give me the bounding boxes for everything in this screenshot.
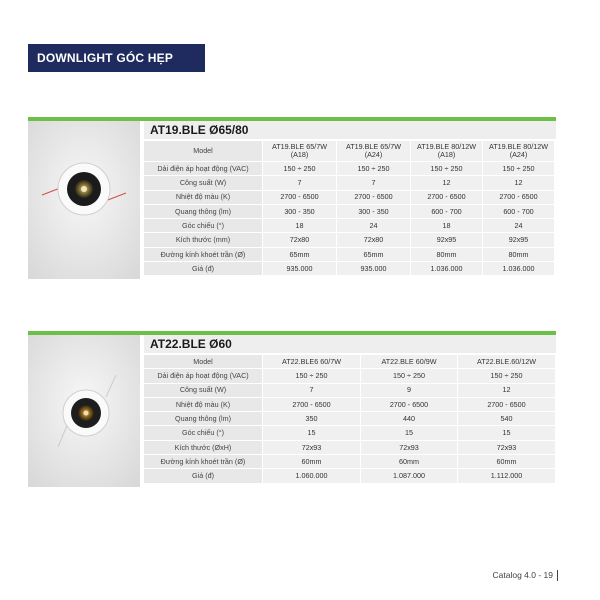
spec-value: AT22.BLE.60/12W [458,355,555,368]
spec-label: Dải điện áp hoạt động (VAC) [144,162,262,175]
spec-value: 24 [483,219,554,232]
spec-value: 150 ÷ 250 [263,369,360,382]
spec-value: 150 ÷ 250 [361,369,457,382]
spec-value: 2700 - 6500 [483,191,554,204]
spec-value: 9 [361,384,457,397]
spec-value: 540 [458,412,555,425]
spec-row [144,233,556,246]
spec-value: 60mm [458,455,555,468]
spec-value: 15 [263,426,360,439]
spec-row [144,248,556,261]
downlight-image [28,121,140,279]
spec-value: 65mm [337,248,410,261]
spec-row [144,191,556,204]
spec-row [144,205,556,218]
spec-value: 12 [411,176,482,189]
spec-value: 15 [361,426,457,439]
spec-row [144,262,556,275]
downlight-image [28,335,140,487]
page-footer: Catalog 4.0 - 19 [493,570,558,581]
spec-value: AT19.BLE 80/12W (A24) [483,141,554,161]
spec-label: Góc chiếu (°) [144,426,262,439]
spec-row [144,176,556,189]
product-section-at19 [28,117,556,281]
spec-value: 1.112.000 [458,469,555,482]
spec-value: 72x80 [263,233,336,246]
spec-value: 72x93 [263,441,360,454]
spec-value: 150 ÷ 250 [458,369,555,382]
spec-value: AT19.BLE 65/7W (A18) [263,141,336,161]
spec-label: Đường kính khoét trần (Ø) [144,248,262,261]
spec-value: AT22.BLE6 60/7W [263,355,360,368]
product-title: AT22.BLE Ø60 [144,335,556,353]
spec-label: Model [144,355,262,368]
spec-value: AT19.BLE 65/7W (A24) [337,141,410,161]
spec-value: 600 - 700 [483,205,554,218]
spec-value: 80mm [483,248,554,261]
spec-label: Nhiệt độ màu (K) [144,398,262,411]
spec-value: AT19.BLE 80/12W (A18) [411,141,482,161]
spec-value: 7 [263,384,360,397]
spec-value: 2700 - 6500 [411,191,482,204]
spec-row [144,162,556,175]
spec-value: 7 [337,176,410,189]
spec-value: 1.087.000 [361,469,457,482]
spec-table [144,355,556,483]
spec-value: 300 - 350 [337,205,410,218]
spec-header-row [144,355,556,368]
spec-value: 92x95 [411,233,482,246]
spec-value: 2700 - 6500 [263,398,360,411]
spec-value: 1.036.000 [411,262,482,275]
spec-value: 65mm [263,248,336,261]
spec-value: AT22.BLE 60/9W [361,355,457,368]
spec-header-row [144,141,556,161]
spec-label: Quang thông (lm) [144,205,262,218]
spec-value: 600 - 700 [411,205,482,218]
spec-value: 12 [458,384,555,397]
spec-value: 60mm [361,455,457,468]
spec-value: 440 [361,412,457,425]
spec-row [144,384,556,397]
spec-label: Giá (đ) [144,469,262,482]
spec-value: 935.000 [263,262,336,275]
spec-row [144,369,556,382]
spec-row [144,441,556,454]
spec-value: 150 ÷ 250 [337,162,410,175]
spec-value: 150 ÷ 250 [263,162,336,175]
spec-value: 18 [411,219,482,232]
spec-row [144,426,556,439]
spec-value: 24 [337,219,410,232]
spec-value: 7 [263,176,336,189]
spec-label: Nhiệt độ màu (K) [144,191,262,204]
spec-value: 1.060.000 [263,469,360,482]
spec-label: Kích thước (ØxH) [144,441,262,454]
spec-row [144,455,556,468]
spec-value: 72x93 [361,441,457,454]
spec-row [144,398,556,411]
spec-label: Quang thông (lm) [144,412,262,425]
spec-row [144,219,556,232]
spec-value: 72x80 [337,233,410,246]
spec-value: 150 ÷ 250 [411,162,482,175]
spec-label: Đường kính khoét trần (Ø) [144,455,262,468]
spec-row [144,469,556,482]
spec-value: 12 [483,176,554,189]
spec-label: Góc chiếu (°) [144,219,262,232]
spec-value: 2700 - 6500 [458,398,555,411]
spec-label: Model [144,141,262,161]
spec-label: Công suất (W) [144,176,262,189]
spec-value: 92x95 [483,233,554,246]
spec-panel [144,121,556,276]
spec-table [144,141,556,275]
spec-value: 60mm [263,455,360,468]
spec-label: Công suất (W) [144,384,262,397]
spec-value: 1.036.000 [483,262,554,275]
spec-value: 2700 - 6500 [263,191,336,204]
spec-value: 300 - 350 [263,205,336,218]
spec-value: 935.000 [337,262,410,275]
product-photo [28,121,140,279]
spec-value: 18 [263,219,336,232]
spec-value: 2700 - 6500 [361,398,457,411]
spec-value: 150 ÷ 250 [483,162,554,175]
spec-value: 80mm [411,248,482,261]
product-photo [28,335,140,487]
spec-label: Dải điện áp hoạt động (VAC) [144,369,262,382]
spec-label: Kích thước (mm) [144,233,262,246]
product-section-at22 [28,331,556,491]
spec-label: Giá (đ) [144,262,262,275]
spec-value: 350 [263,412,360,425]
spec-value: 2700 - 6500 [337,191,410,204]
spec-row [144,412,556,425]
spec-panel [144,335,556,484]
spec-value: 15 [458,426,555,439]
spec-value: 72x93 [458,441,555,454]
product-title: AT19.BLE Ø65/80 [144,121,556,139]
page-title: DOWNLIGHT GÓC HẸP [28,44,205,72]
